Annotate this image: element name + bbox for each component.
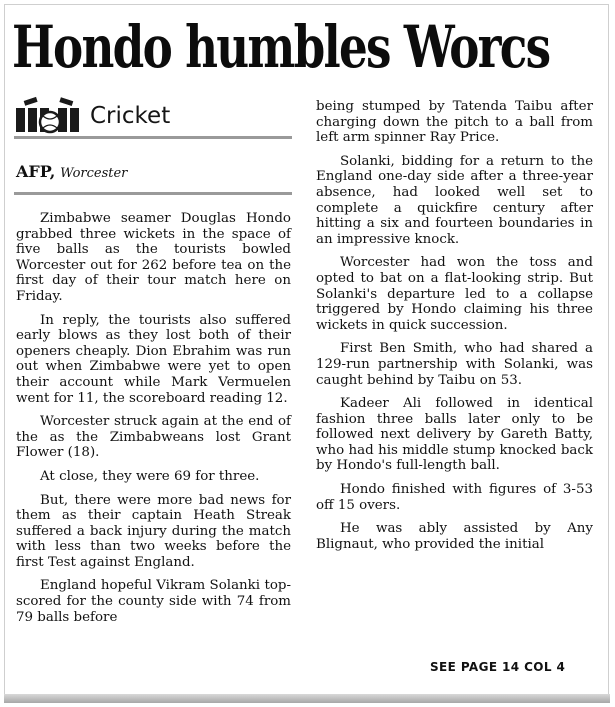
byline-location: Worcester [60, 166, 128, 181]
paragraph: Solanki, bidding for a return to the England one-day side after a three-year absence, had looked well set to complete a quickfire century after hitting a six and fourteen boundaries in an impressive knock. [316, 153, 593, 247]
paragraph: Worcester had won the toss and opted to bat on a flat-looking strip. But Solanki's departure led to a collapse triggered by Hondo claiming his three wickets in quick succession. [316, 255, 593, 333]
section-divider [14, 136, 292, 139]
section-kicker [14, 96, 292, 136]
paragraph: England hopeful Vikram Solanki top-scored for the county side with 74 from 79 balls before [16, 578, 291, 625]
section-label: Cricket [90, 103, 171, 129]
paragraph: He was ably assisted by Any Blignaut, who provided the initial [316, 521, 593, 552]
cricket-stumps-icon [14, 96, 84, 134]
article-column-2 [316, 99, 593, 560]
paragraph: First Ben Smith, who had shared a 129-run partnership with Solanki, was caught behind by Taibu on 53. [316, 341, 593, 388]
headline: Hondo humbles Worcs [12, 13, 550, 81]
paragraph: Kadeer Ali followed in identical fashion three balls later only to be followed next delivery by Gareth Batty, who had his middle stump knocked back by Hondo's full-length ball. [316, 396, 593, 474]
byline [16, 162, 127, 184]
paragraph: At close, they were 69 for three. [40, 468, 260, 484]
paragraph: Zimbabwe seamer Douglas Hondo grabbed three wickets in the space of five balls as the tourists bowled Worcester out for 262 before tea on the first day of their tour match here on Friday. [16, 211, 291, 304]
paragraph: In reply, the tourists also suffered early blows as they lost both of their openers cheaply. Dion Ebrahim was run out when Zimbabwe were yet to open their account while Mark Vermuelen went for 11, the scoreboard reading 12. [16, 312, 291, 406]
bottom-rule [4, 694, 610, 703]
paragraph: But, there were more bad news for them as their captain Heath Streak suffered a back injury during the match with less than two weeks before the first Test against England. [16, 492, 291, 570]
continuation-jump: SEE PAGE 14 COL 4 [430, 660, 566, 674]
paragraph: Worcester struck again at the end of the as the Zimbabweans lost Grant Flower (18). [16, 414, 291, 461]
byline-divider [14, 192, 292, 195]
paragraph-continued: being stumped by Tatenda Taibu after charging down the pitch to a ball from left arm spinner Ray Price. [316, 99, 593, 146]
byline-agency: AFP, [16, 162, 56, 181]
paragraph: Hondo finished with figures of 3-53 off 15 overs. [316, 482, 593, 513]
article-column-1 [16, 211, 291, 633]
